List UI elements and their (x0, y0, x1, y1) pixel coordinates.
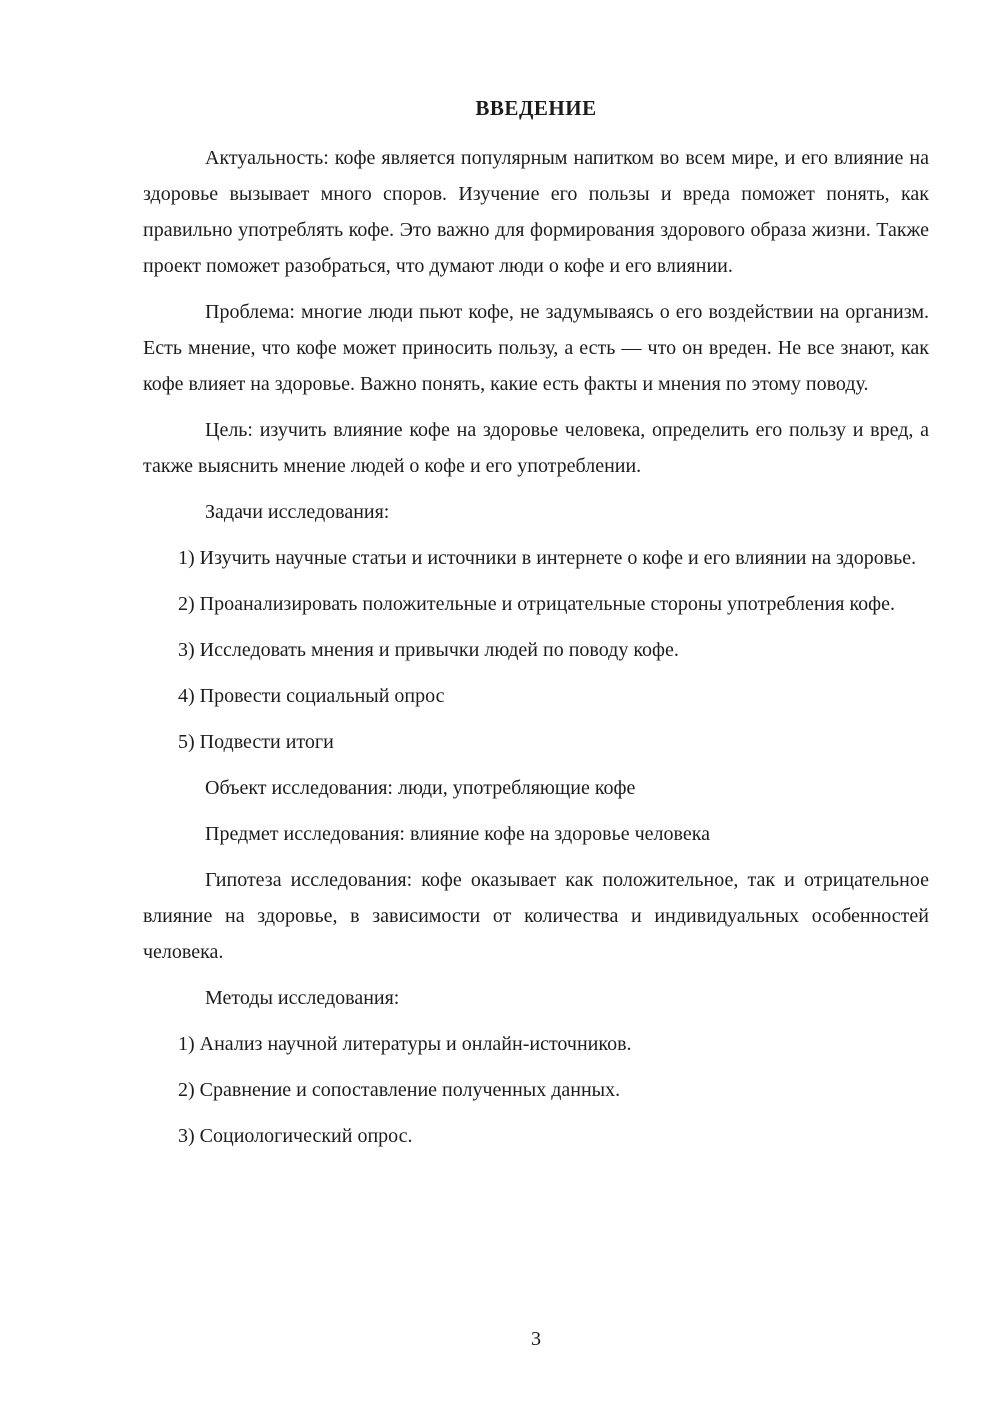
paragraph-methods-heading: Методы исследования: (205, 987, 400, 1009)
task-list-item-5: 5) Подвести итоги (178, 731, 334, 753)
paragraph-hypothesis: Гипотеза исследования: кофе оказывает как положительное, так и отрицательное влияние на здоровье, в зависимости от количества и индивидуальных особенностей человека. (143, 869, 929, 963)
page-title: ВВЕДЕНИЕ (475, 96, 597, 120)
paragraph-tasks-heading: Задачи исследования: (205, 501, 390, 523)
paragraph-problem: Проблема: многие люди пьют кофе, не задумываясь о его воздействии на организм. Есть мнение, что кофе может приносить пользу, а есть — что он вреден. Не все знают, как кофе влияет на здоровье. Важно понять, какие есть факты и мнения по этому поводу. (143, 301, 929, 395)
paragraph-goal: Цель: изучить влияние кофе на здоровье человека, определить его пользу и вред, а также выяснить мнение людей о кофе и его употреблении. (143, 419, 929, 477)
paragraph-object: Объект исследования: люди, употребляющие кофе (205, 777, 636, 799)
method-list-item-3: 3) Социологический опрос. (178, 1125, 413, 1147)
task-list-item-2: 2) Проанализировать положительные и отрицательные стороны употребления кофе. (178, 593, 896, 615)
method-list-item-2: 2) Сравнение и сопоставление полученных данных. (178, 1079, 621, 1101)
paragraph-subject: Предмет исследования: влияние кофе на здоровье человека (205, 823, 710, 845)
task-list-item-1: 1) Изучить научные статьи и источники в интернете о кофе и его влиянии на здоровье. (178, 547, 917, 569)
task-list-item-4: 4) Провести социальный опрос (178, 685, 445, 707)
page-number: 3 (531, 1328, 541, 1350)
task-list-item-3: 3) Исследовать мнения и привычки людей по поводу кофе. (178, 639, 679, 661)
method-list-item-1: 1) Анализ научной литературы и онлайн-источников. (178, 1033, 632, 1055)
paragraph-relevance: Актуальность: кофе является популярным напитком во всем мире, и его влияние на здоровье вызывает много споров. Изучение его пользы и вреда поможет понять, как правильно употреблять кофе. Это важно для формирования здорового образа жизни. Также проект поможет разобраться, что думают люди о кофе и его влиянии. (143, 147, 929, 277)
